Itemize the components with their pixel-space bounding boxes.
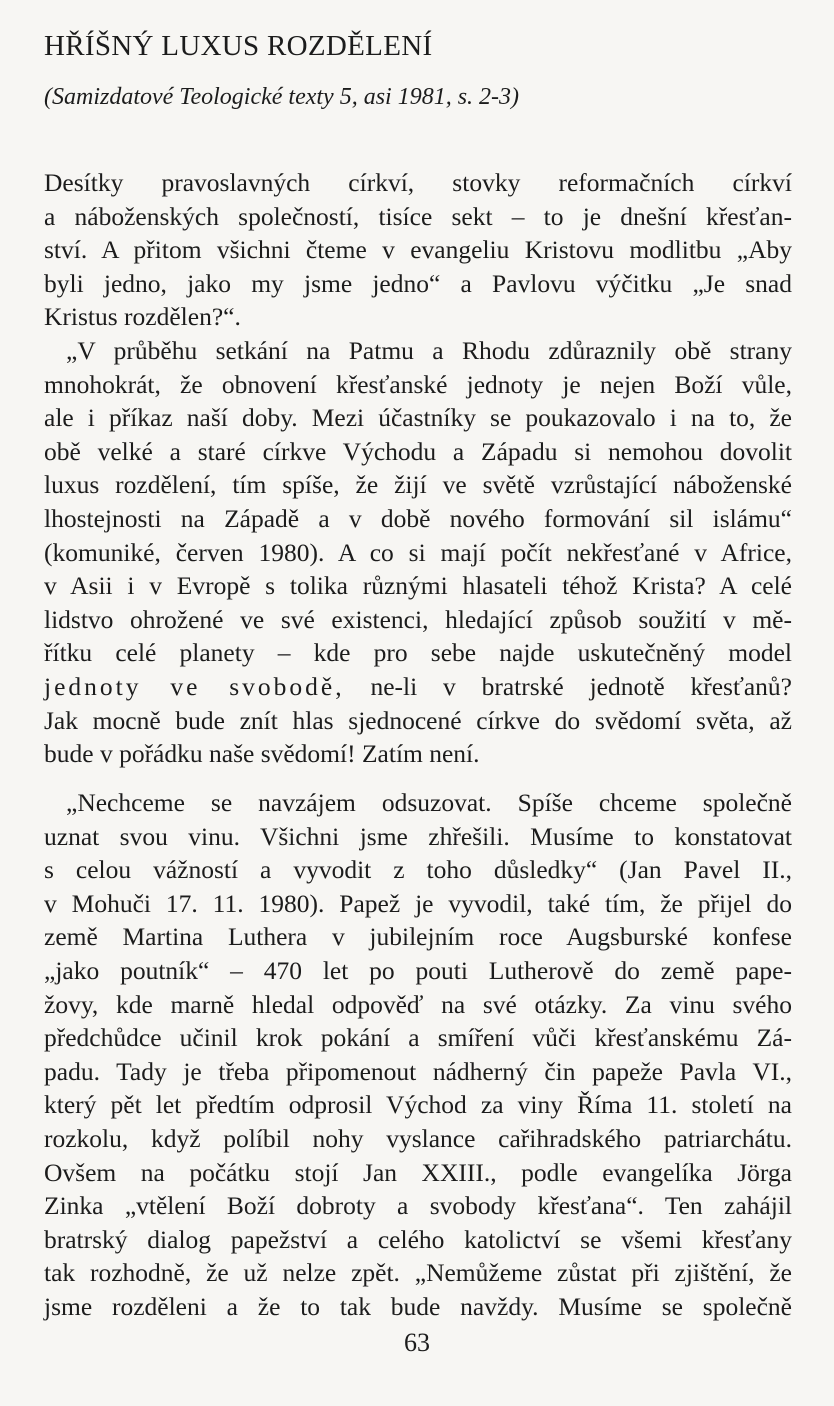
text-line: byli jedno, jako my jsme jedno“ a Pavlovu výčitku „Je snad xyxy=(44,268,792,298)
text-line: padu. Tady je třeba připomenout nádherný čin papeže Pavla VI., xyxy=(44,1056,792,1086)
text-line: (komuniké, červen 1980). A co si mají počít nekřesťané v Africe, xyxy=(44,537,792,567)
page-number: 63 xyxy=(404,1328,430,1357)
text-line: v Asii i v Evropě s tolika různými hlasateli téhož Krista? A celé xyxy=(44,571,792,601)
text-line: jsme rozděleni a že to tak bude navždy. Musíme se společně xyxy=(44,1291,792,1321)
text-line: předchůdce učinil krok pokání a smíření vůči křesťanskému Zá- xyxy=(44,1023,792,1053)
chapter-title: HŘÍŠNÝ LUXUS ROZDĚLENÍ xyxy=(44,30,433,62)
text-line: a náboženských společností, tisíce sekt – to je dnešní křesťan- xyxy=(44,201,792,231)
text-line: ství. A přitom všichni čteme v evangeliu Kristovu modlitbu „Aby xyxy=(44,235,792,265)
text-line: žovy, kde marně hledal odpověď na své otázky. Za vinu svého xyxy=(44,989,792,1019)
text-line: Desítky pravoslavných církví, stovky reformačních církví xyxy=(44,168,792,197)
text-line: tak rozhodně, že už nelze zpět. „Nemůžeme zůstat při zjištění, že xyxy=(44,1258,792,1288)
text-line: bude v pořádku naše svědomí! Zatím není. xyxy=(44,739,480,769)
line-remainder: ne-li v bratrské jednotě křesťanů? xyxy=(370,671,792,701)
paragraph-1 xyxy=(44,166,792,334)
text-line: „V průběhu setkání na Patmu a Rhodu zdůraznily obě strany xyxy=(66,336,792,365)
text-line: „jako poutník“ – 470 let po pouti Lutherově do země pape- xyxy=(44,955,792,985)
text-line: řítku celé planety – kde pro sebe najde uskutečněný model xyxy=(44,638,792,668)
chapter-source: (Samizdatové Teologické texty 5, asi 1981, s. 2-3) xyxy=(44,84,520,110)
text-line: Jak mocně bude znít hlas sjednocené církve do svědomí světa, až xyxy=(44,705,792,735)
text-line: bratrský dialog papežství a celého katolictví se všemi křesťany xyxy=(44,1224,792,1254)
text-line: „Nechceme se navzájem odsuzovat. Spíše chceme společně xyxy=(66,788,792,817)
text-line: rozkolu, když políbil nohy vyslance cařihradského patriarchátu. xyxy=(44,1123,792,1153)
text-line: obě velké a staré církve Východu a Západu si nemohou dovolit xyxy=(44,436,792,466)
text-line: uznat svou vinu. Všichni jsme zhřešili. Musíme to konstatovat xyxy=(44,821,792,851)
text-line: s celou vážností a vyvodit z toho důsledky“ (Jan Pavel II., xyxy=(44,855,792,885)
text-line: země Martina Luthera v jubilejním roce Augsburské konfese xyxy=(44,922,792,952)
text-line: v Mohuči 17. 11. 1980). Papež je vyvodil, také tím, že přijel do xyxy=(44,888,792,918)
text-line: mnohokrát, že obnovení křesťanské jednoty je nejen Boží vůle, xyxy=(44,369,792,399)
text-line: lidstvo ohrožené ve své existenci, hledající způsob soužití v mě- xyxy=(44,604,792,634)
text-line-spaced xyxy=(44,670,792,704)
text-line: Zinka „vtělení Boží dobroty a svobody křesťana“. Ten zahájil xyxy=(44,1191,792,1221)
paragraph-3 xyxy=(44,786,792,1324)
text-line: lhostejnosti na Západě a v době nového formování sil islámu“ xyxy=(44,503,792,533)
text-line: který pět let předtím odprosil Východ za viny Říma 11. století na xyxy=(44,1090,792,1120)
emphasized-phrase: jednoty ve svobodě, xyxy=(44,671,345,701)
text-line: ale i příkaz naší doby. Mezi účastníky se poukazovalo i na to, že xyxy=(44,403,792,433)
paragraph-2 xyxy=(44,334,792,771)
text-line: Kristus rozdělen?“. xyxy=(44,302,241,332)
text-line: Ovšem na počátku stojí Jan XXIII., podle evangelíka Jörga xyxy=(44,1157,792,1187)
text-line: luxus rozdělení, tím spíše, že žijí ve světě vzrůstající náboženské xyxy=(44,470,792,500)
